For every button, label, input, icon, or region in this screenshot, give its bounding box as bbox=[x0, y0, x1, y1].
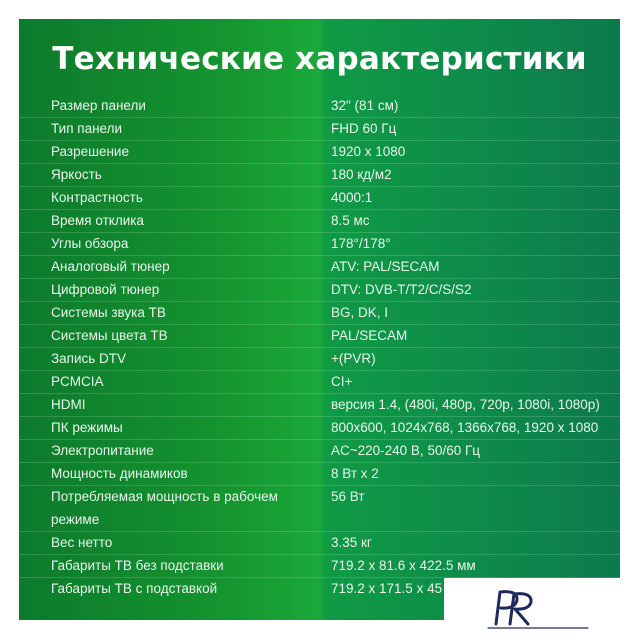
spec-value: 8 Вт x 2 bbox=[331, 466, 379, 481]
spec-value: 800x600, 1024x768, 1366x768, 1920 x 1080 bbox=[331, 420, 599, 435]
spec-key: Время отклика bbox=[51, 213, 144, 228]
spec-key: Габариты ТВ с подставкой bbox=[51, 581, 218, 596]
spec-value: 56 Вт bbox=[331, 489, 365, 504]
spec-key: Вес нетто bbox=[51, 535, 113, 550]
spec-key: Мощность динамиков bbox=[51, 466, 188, 481]
spec-key: Контрастность bbox=[51, 190, 143, 205]
table-row bbox=[19, 370, 620, 394]
table-row bbox=[19, 324, 620, 348]
table-row bbox=[19, 485, 620, 532]
spec-value: +(PVR) bbox=[331, 351, 376, 366]
spec-value: 178°/178° bbox=[331, 236, 391, 251]
spec-key: Цифровой тюнер bbox=[51, 282, 160, 297]
spec-value: ATV: PAL/SECAM bbox=[331, 259, 440, 274]
spec-value: DTV: DVB-T/T2/C/S/S2 bbox=[331, 282, 472, 297]
table-row bbox=[19, 209, 620, 233]
spec-value: 3.35 кг bbox=[331, 535, 372, 550]
spec-key: Аналоговый тюнер bbox=[51, 259, 170, 274]
table-row bbox=[19, 439, 620, 463]
spec-value: 719.2 x 171.5 x 45 bbox=[331, 581, 443, 596]
table-row bbox=[19, 255, 620, 279]
spec-key: Системы звука ТВ bbox=[51, 305, 166, 320]
spec-key: Тип панели bbox=[51, 121, 123, 136]
table-row bbox=[19, 301, 620, 325]
spec-key: HDMI bbox=[51, 397, 86, 412]
spec-key: Разрешение bbox=[51, 144, 129, 159]
spec-key: Габариты ТВ без подставки bbox=[51, 558, 224, 573]
spec-key: Яркость bbox=[51, 167, 102, 182]
spec-value: BG, DK, I bbox=[331, 305, 389, 320]
spec-key: Размер панели bbox=[51, 98, 146, 113]
spec-value: 719.2 x 81.6 x 422.5 мм bbox=[331, 558, 476, 573]
spec-value: 8.5 мс bbox=[331, 213, 370, 228]
table-row bbox=[19, 278, 620, 302]
table-row bbox=[19, 186, 620, 210]
page-title: Технические характеристики bbox=[52, 41, 587, 77]
table-row bbox=[19, 94, 620, 118]
spec-value: 1920 x 1080 bbox=[331, 144, 406, 159]
table-row bbox=[19, 462, 620, 486]
table-row bbox=[19, 163, 620, 187]
spec-value: PAL/SECAM bbox=[331, 328, 408, 343]
spec-value: 4000:1 bbox=[331, 190, 373, 205]
spec-key: ПК режимы bbox=[51, 420, 123, 435]
pr-logo-icon bbox=[484, 584, 594, 634]
table-row bbox=[19, 140, 620, 164]
table-row bbox=[19, 347, 620, 371]
spec-key: Углы обзора bbox=[51, 236, 129, 251]
spec-key: Потребляемая мощность в рабочем bbox=[51, 489, 278, 504]
spec-value: версия 1.4, (480i, 480p, 720p, 1080i, 1080p) bbox=[331, 397, 600, 412]
spec-value: AC~220-240 В, 50/60 Гц bbox=[331, 443, 481, 458]
spec-value: 32" (81 см) bbox=[331, 98, 399, 113]
spec-value: CI+ bbox=[331, 374, 353, 389]
brand-logo bbox=[444, 578, 640, 640]
spec-key: Электропитание bbox=[51, 443, 154, 458]
table-row bbox=[19, 531, 620, 555]
table-row bbox=[19, 554, 620, 578]
spec-card bbox=[19, 19, 620, 620]
spec-value: 180 кд/м2 bbox=[331, 167, 392, 182]
spec-key-continued: режиме bbox=[51, 512, 100, 527]
table-row bbox=[19, 393, 620, 417]
spec-key: Запись DTV bbox=[51, 351, 127, 366]
spec-key: Системы цвета ТВ bbox=[51, 328, 168, 343]
spec-key: PCMCIA bbox=[51, 374, 104, 389]
table-row bbox=[19, 416, 620, 440]
table-row bbox=[19, 117, 620, 141]
spec-value: FHD 60 Гц bbox=[331, 121, 397, 136]
table-row bbox=[19, 232, 620, 256]
